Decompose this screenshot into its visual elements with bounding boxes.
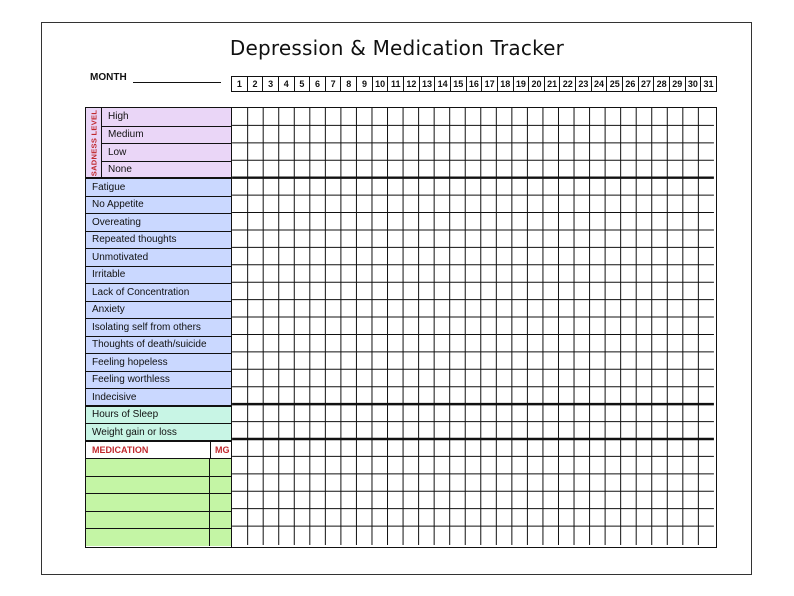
row-label: Anxiety <box>92 304 125 316</box>
medication-entry-row[interactable] <box>86 476 231 494</box>
row-label: Medium <box>108 129 144 141</box>
mg-cell[interactable] <box>209 477 210 494</box>
month-label: MONTH <box>90 72 127 83</box>
row-label: High <box>108 111 129 123</box>
row-label: Low <box>108 146 127 158</box>
sadness-level-medium <box>102 126 231 144</box>
day-header-19: 19 <box>513 77 529 91</box>
row-label: Feeling hopeless <box>92 356 168 368</box>
sadness-level-high <box>102 108 231 126</box>
day-header-6: 6 <box>309 77 325 91</box>
day-header-1: 1 <box>236 79 242 89</box>
day-header-22: 22 <box>559 77 575 91</box>
symptom-row <box>86 318 231 336</box>
row-label: Lack of Concentration <box>92 286 190 298</box>
row-label: Feeling worthless <box>92 374 170 386</box>
row-label: Thoughts of death/suicide <box>92 339 207 351</box>
day-header-30: 30 <box>685 77 701 91</box>
day-header-4: 4 <box>278 77 294 91</box>
symptom-row <box>86 388 231 406</box>
row-label: Hours of Sleep <box>92 409 159 421</box>
row-label: Isolating self from others <box>92 321 201 333</box>
row-labels <box>85 107 231 548</box>
mg-cell[interactable] <box>209 512 210 529</box>
sadness-level-heading <box>86 108 102 178</box>
day-header-23: 23 <box>575 77 591 91</box>
mg-cell[interactable] <box>209 529 210 546</box>
symptom-row <box>86 336 231 354</box>
page-title: Depression & Medication Tracker <box>229 36 565 60</box>
tracking-grid[interactable] <box>231 107 717 548</box>
row-label: Irritable <box>92 269 126 281</box>
day-header-8: 8 <box>340 77 356 91</box>
row-label: Unmotivated <box>92 251 149 263</box>
symptom-row <box>86 283 231 301</box>
day-header-24: 24 <box>591 77 607 91</box>
body-row <box>86 423 231 441</box>
day-header-3: 3 <box>262 77 278 91</box>
sadness-level-low <box>102 143 231 161</box>
symptom-row <box>86 231 231 249</box>
symptom-row <box>86 301 231 319</box>
day-header-12: 12 <box>403 77 419 91</box>
medication-entry-row[interactable] <box>86 493 231 511</box>
symptom-row <box>86 178 231 196</box>
day-header-14: 14 <box>434 77 450 91</box>
mg-cell[interactable] <box>209 459 210 476</box>
body-row <box>86 406 231 424</box>
day-header-11: 11 <box>387 77 403 91</box>
symptom-row <box>86 213 231 231</box>
day-header-20: 20 <box>528 77 544 91</box>
day-header-25: 25 <box>606 77 622 91</box>
row-label: No Appetite <box>92 199 144 211</box>
symptom-row <box>86 248 231 266</box>
sadness-level-heading-text: SADNESS LEVEL <box>89 109 98 177</box>
mg-heading: MG <box>210 442 230 459</box>
symptom-row <box>86 371 231 389</box>
medication-header-row <box>86 441 231 459</box>
section-divider <box>86 440 231 442</box>
day-header-31: 31 <box>700 77 716 91</box>
day-header-21: 21 <box>544 77 560 91</box>
day-header-15: 15 <box>450 77 466 91</box>
sadness-level-none <box>102 161 231 179</box>
day-header-29: 29 <box>669 77 685 91</box>
symptom-row <box>86 196 231 214</box>
day-header-16: 16 <box>466 77 482 91</box>
section-divider <box>86 405 231 407</box>
day-header-28: 28 <box>653 77 669 91</box>
symptom-row <box>86 266 231 284</box>
day-header-13: 13 <box>419 77 435 91</box>
day-header-5: 5 <box>294 77 310 91</box>
month-input-line[interactable] <box>133 82 221 83</box>
medication-entry-row[interactable] <box>86 511 231 529</box>
row-label: Indecisive <box>92 391 137 403</box>
day-header-9: 9 <box>356 77 372 91</box>
day-header-2: 2 <box>247 77 263 91</box>
day-header-7: 7 <box>325 77 341 91</box>
day-header-27: 27 <box>638 77 654 91</box>
day-header-10: 10 <box>372 77 388 91</box>
symptom-row <box>86 353 231 371</box>
section-divider <box>86 177 231 179</box>
day-header-26: 26 <box>622 77 638 91</box>
day-header-row <box>231 76 717 92</box>
row-label: Weight gain or loss <box>92 426 177 438</box>
day-header-17: 17 <box>481 77 497 91</box>
day-header-18: 18 <box>497 77 513 91</box>
row-label: Overeating <box>92 216 141 228</box>
medication-entry-row[interactable] <box>86 458 231 476</box>
row-label: Repeated thoughts <box>92 234 177 246</box>
medication-heading: MEDICATION <box>92 444 149 455</box>
mg-cell[interactable] <box>209 494 210 511</box>
row-label: Fatigue <box>92 181 126 193</box>
medication-entry-row[interactable] <box>86 528 231 546</box>
row-label: None <box>108 164 132 176</box>
